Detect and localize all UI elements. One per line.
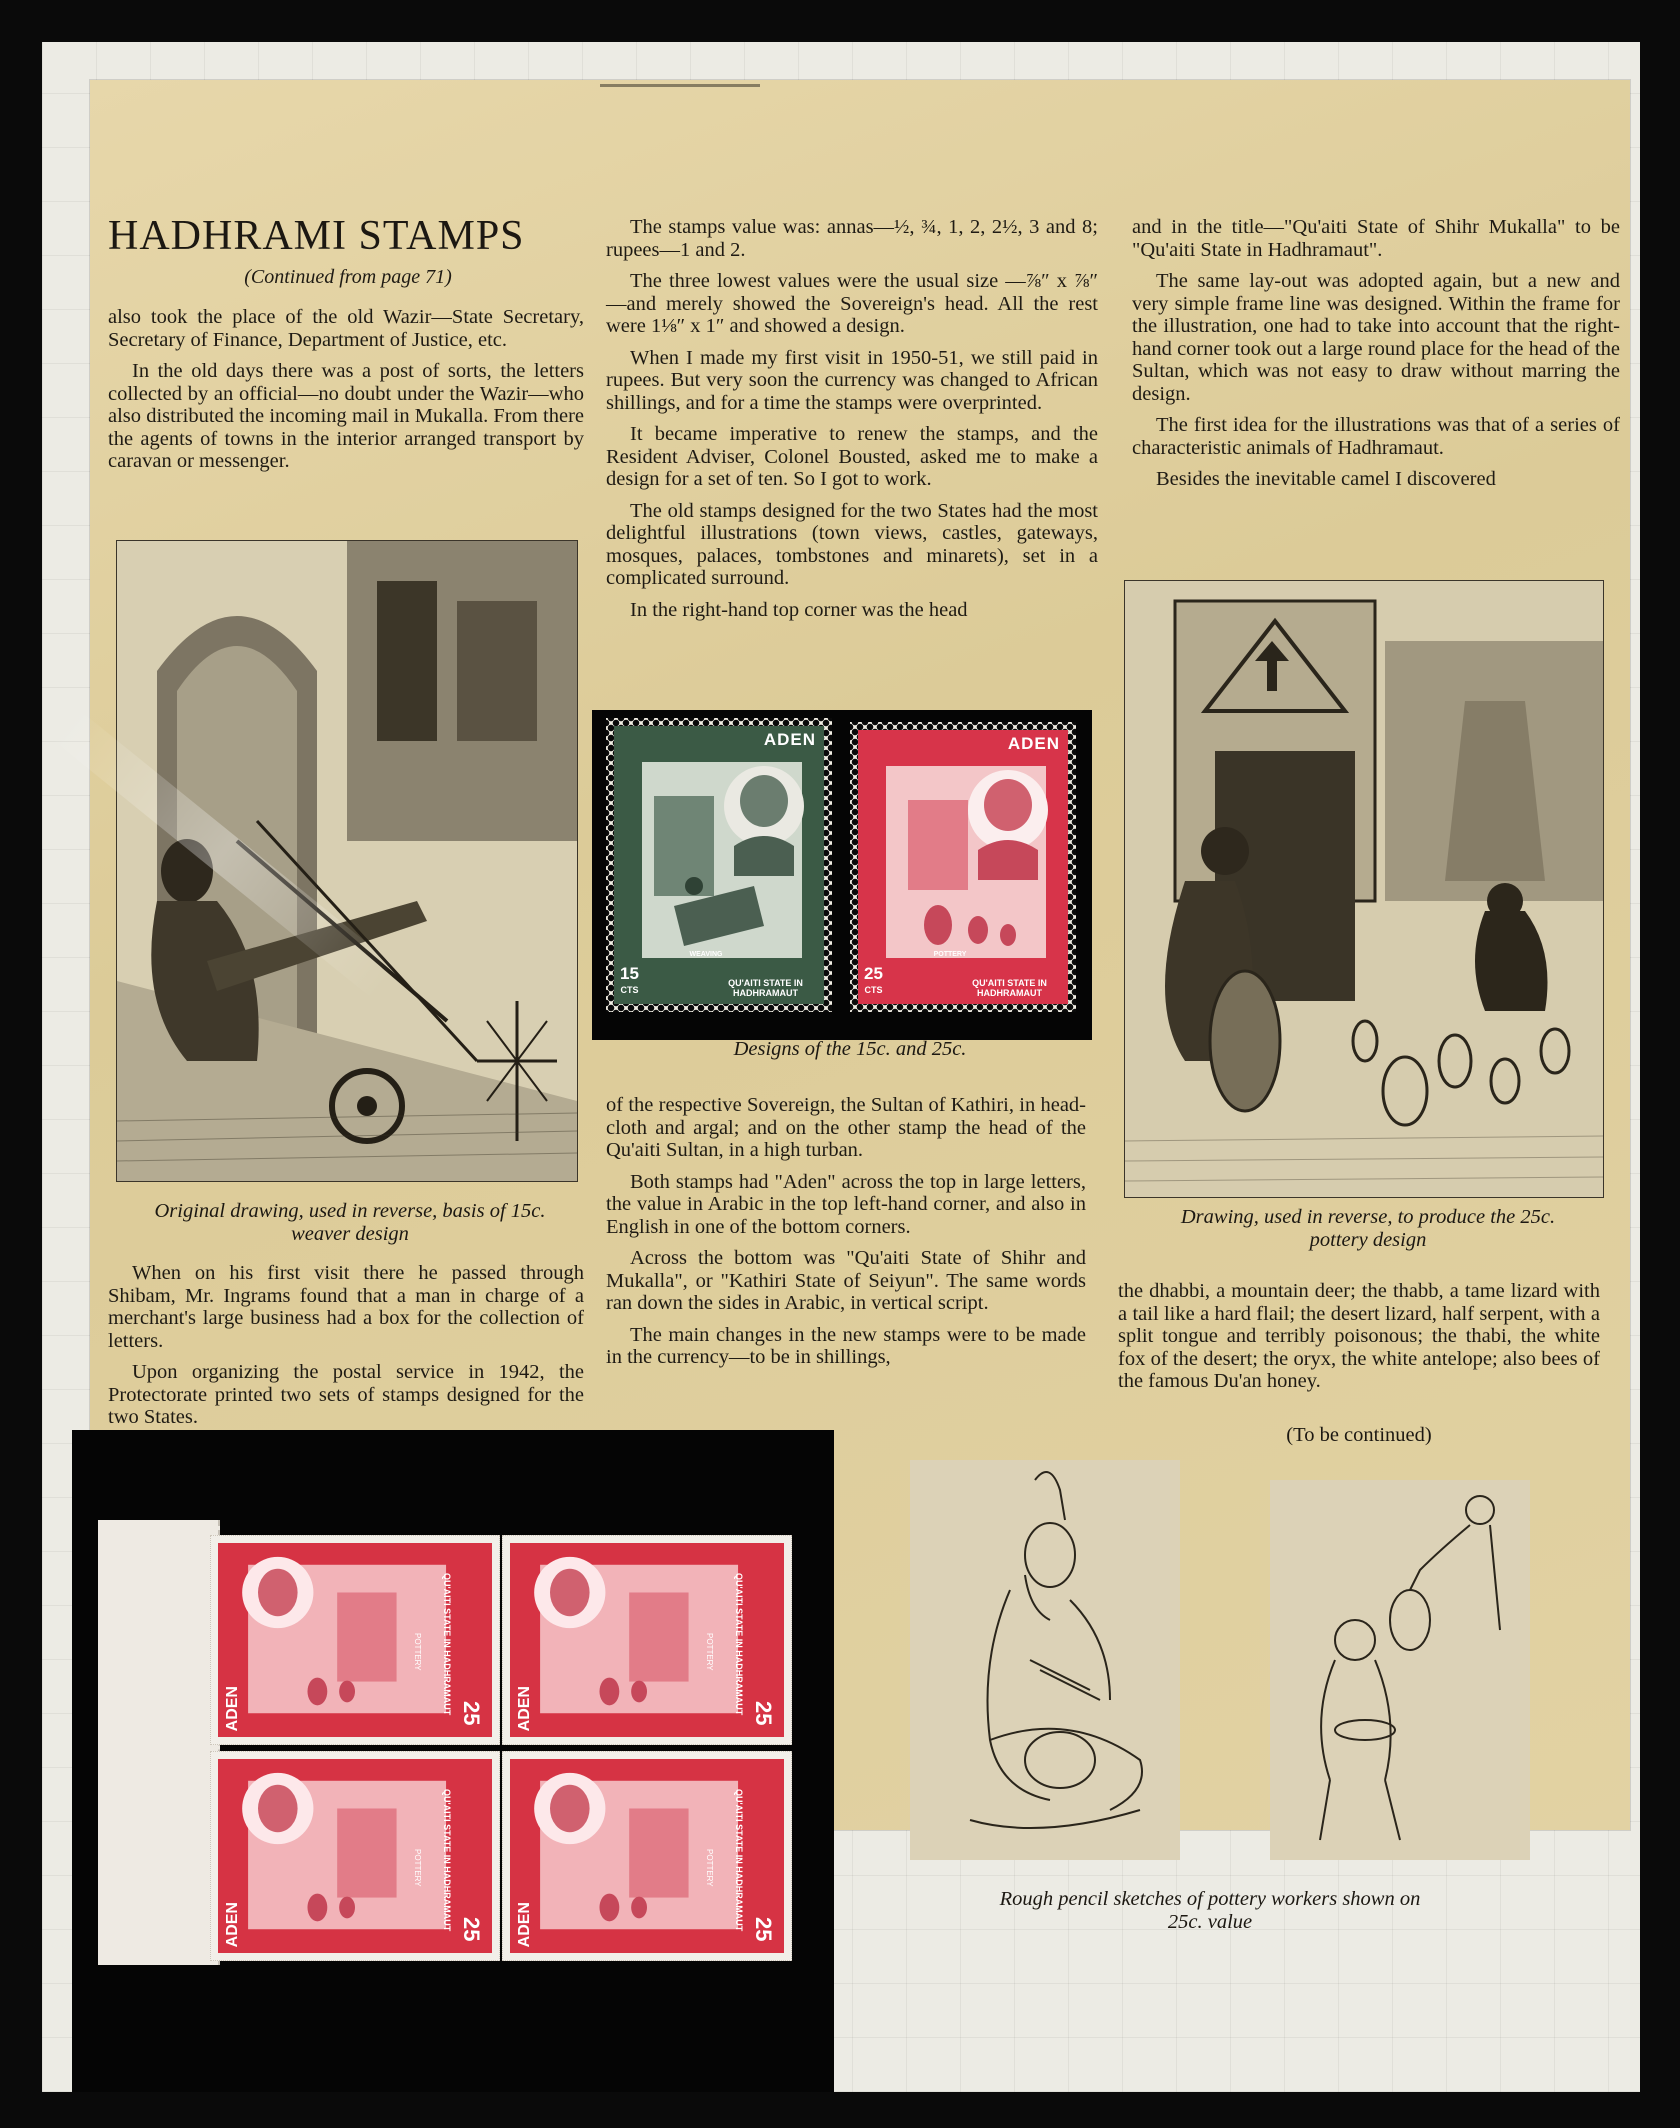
block-stamp-value: 25	[751, 1700, 776, 1725]
sketches-caption: Rough pencil sketches of pottery workers shown on 25c. value	[999, 1888, 1421, 1933]
paragraph: The main changes in the new stamps were to be made in the currency—to be in shillings,	[606, 1323, 1086, 1368]
stamp-design-name: WEAVING	[689, 951, 723, 958]
column-1-top	[108, 306, 584, 482]
block-stamp-face	[218, 1543, 492, 1737]
block-stamp-country: ADEN	[224, 1901, 241, 1947]
block-stamp-country: ADEN	[516, 1685, 533, 1731]
block-stamp-state: QU'AITI STATE IN HADHRAMAUT	[442, 1573, 452, 1716]
paragraph: of the respective Sovereign, the Sultan of Kathiri, in head-cloth and argal; and on the other stamp the head of the Qu'aiti Sultan, in a high turban.	[606, 1094, 1086, 1161]
pottery-scene	[858, 730, 1068, 1004]
paragraph: When on his first visit there he passed through Shibam, Mr. Ingrams found that a man in charge of a merchant's large business had a box for the collection of letters.	[108, 1262, 584, 1352]
block-stamp-country: ADEN	[516, 1901, 533, 1947]
block-stamp-state: QU'AITI STATE IN HADHRAMAUT	[734, 1573, 744, 1716]
block-stamp-country: ADEN	[224, 1685, 241, 1731]
paragraph: also took the place of the old Wazir—State Secretary, Secretary of Finance, Department of Justice, etc.	[108, 306, 584, 351]
pottery-drawing	[1124, 580, 1604, 1198]
stamp-country: ADEN	[1007, 734, 1060, 753]
block-stamp-design: POTTERY	[413, 1849, 422, 1887]
stamp-state: QU'AITI STATE IN HADHRAMAUT	[972, 978, 1047, 998]
block-stamp-face	[218, 1759, 492, 1953]
pencil-sketch-right	[1270, 1480, 1530, 1860]
block-stamp-design: POTTERY	[705, 1849, 714, 1887]
paragraph: The three lowest values were the usual size —⅞″ x ⅞″—and merely showed the Sovereign's head. All the rest were 1⅛″ x 1″ and showed a design.	[606, 270, 1098, 337]
block-stamp-state: QU'AITI STATE IN HADHRAMAUT	[442, 1789, 452, 1932]
stamp-block-of-four	[210, 1535, 800, 1965]
block-stamp-design: POTTERY	[413, 1633, 422, 1671]
weaver-drawing	[116, 540, 578, 1182]
paragraph: Both stamps had "Aden" across the top in large letters, the value in Arabic in the top left-hand corner, and also in English in one of the bottom corners.	[606, 1170, 1086, 1238]
paragraph: Upon organizing the postal service in 1942, the Protectorate printed two sets of stamps designed for the two States.	[108, 1361, 584, 1428]
paragraph: Across the bottom was "Qu'aiti State of Shihr and Mukalla", or "Kathiri State of Seiyun". The same words ran down the sides in Arabic, in vertical script.	[606, 1247, 1086, 1314]
column-2-top	[606, 216, 1098, 630]
paragraph: It became imperative to renew the stamps, and the Resident Adviser, Colonel Bousted, asked me to make a design for a set of ten. So I got to work.	[606, 423, 1098, 490]
column-3-bottom	[1118, 1280, 1600, 1402]
pottery-caption: Drawing, used in reverse, to produce the 25c. pottery design	[1180, 1206, 1556, 1251]
stamp-country: ADEN	[763, 730, 816, 749]
column-2-bottom	[606, 1094, 1086, 1378]
paragraph: In the right-hand top corner was the head	[630, 598, 968, 621]
paragraph: In the old days there was a post of sorts, the letters collected by an official—no doubt under the Wazir—who also distributed the incoming mail in Mukalla. From there the agents of towns in the interior arranged transport by caravan or messenger.	[108, 360, 584, 472]
seated-potter-sketch	[910, 1460, 1180, 1860]
pencil-sketch-left	[910, 1460, 1180, 1860]
stamp-15c-weaving	[606, 718, 832, 1012]
standing-potters-sketch	[1270, 1480, 1530, 1860]
block-stamp-value: 25	[751, 1916, 776, 1941]
stamps-caption: Designs of the 15c. and 25c.	[733, 1038, 967, 1060]
paragraph: The old stamps designed for the two States had the most delightful illustrations (town views, castles, gateways, mosques, palaces, tombstones and minarets), set in a complicated surround.	[606, 499, 1098, 589]
block-stamp-face	[510, 1759, 784, 1953]
paragraph: The same lay-out was adopted again, but a new and very simple frame line was designed. Within the frame for the illustration, one had to take into account that the right-hand corner took out a large round place for the head of the Sultan, which was not easy to draw without marring the design.	[1132, 270, 1620, 405]
stamp-face	[614, 726, 824, 1004]
block-stamp-value: 25	[459, 1916, 484, 1941]
paragraph: the dhabbi, a mountain deer; the thabb, a tame lizard with a tail like a hard flail; the desert lizard, half serpent, with a split tongue and terribly poisonous; the thabi, the white fox of the desert; the oryx, the white antelope; also bees of the famous Du'an honey.	[1118, 1280, 1600, 1392]
stamp-design-name: POTTERY	[933, 951, 967, 958]
block-stamp-1	[210, 1535, 500, 1745]
block-stamp-state: QU'AITI STATE IN HADHRAMAUT	[734, 1789, 744, 1932]
paragraph: The stamps value was: annas—½, ¾, 1, 2, 2½, 3 and 8; rupees—1 and 2.	[606, 216, 1098, 261]
block-stamp-3	[210, 1751, 500, 1961]
stamp-25c-pottery	[850, 722, 1076, 1012]
pottery-sketch-art	[1125, 581, 1603, 1197]
block-stamp-design: POTTERY	[705, 1633, 714, 1671]
column-1-bottom	[108, 1262, 584, 1438]
stamp-face	[858, 730, 1068, 1004]
paragraph: Besides the inevitable camel I discovered	[1156, 468, 1496, 490]
paragraph: and in the title—"Qu'aiti State of Shihr Mukalla" to be "Qu'aiti State in Hadhramaut".	[1132, 216, 1620, 261]
clipping-top-edge	[600, 84, 760, 97]
article-title: HADHRAMI STAMPS	[108, 213, 525, 259]
to-be-continued: (To be continued)	[1286, 1424, 1432, 1446]
block-stamp-2	[502, 1535, 792, 1745]
block-stamp-value: 25	[459, 1700, 484, 1725]
weaving-scene	[614, 726, 824, 1004]
paragraph: When I made my first visit in 1950-51, we still paid in rupees. But very soon the currency was changed to African shillings, and for a time the stamps were overprinted.	[606, 346, 1098, 414]
stamp-value: 15 CTS	[620, 964, 639, 995]
sheet-selvage	[98, 1520, 220, 1965]
column-3-top	[1132, 216, 1620, 500]
weaver-caption: Original drawing, used in reverse, basis of 15c. weaver design	[154, 1200, 546, 1245]
block-stamp-4	[502, 1751, 792, 1961]
stamp-state: QU'AITI STATE IN HADHRAMAUT	[728, 978, 803, 998]
stamp-value: 25 CTS	[864, 964, 883, 995]
continued-note: (Continued from page 71)	[244, 266, 452, 288]
paragraph: The first idea for the illustrations was that of a series of characteristic animals of Hadhramaut.	[1132, 414, 1620, 459]
block-stamp-face	[510, 1543, 784, 1737]
weaver-sketch-art	[117, 541, 577, 1181]
